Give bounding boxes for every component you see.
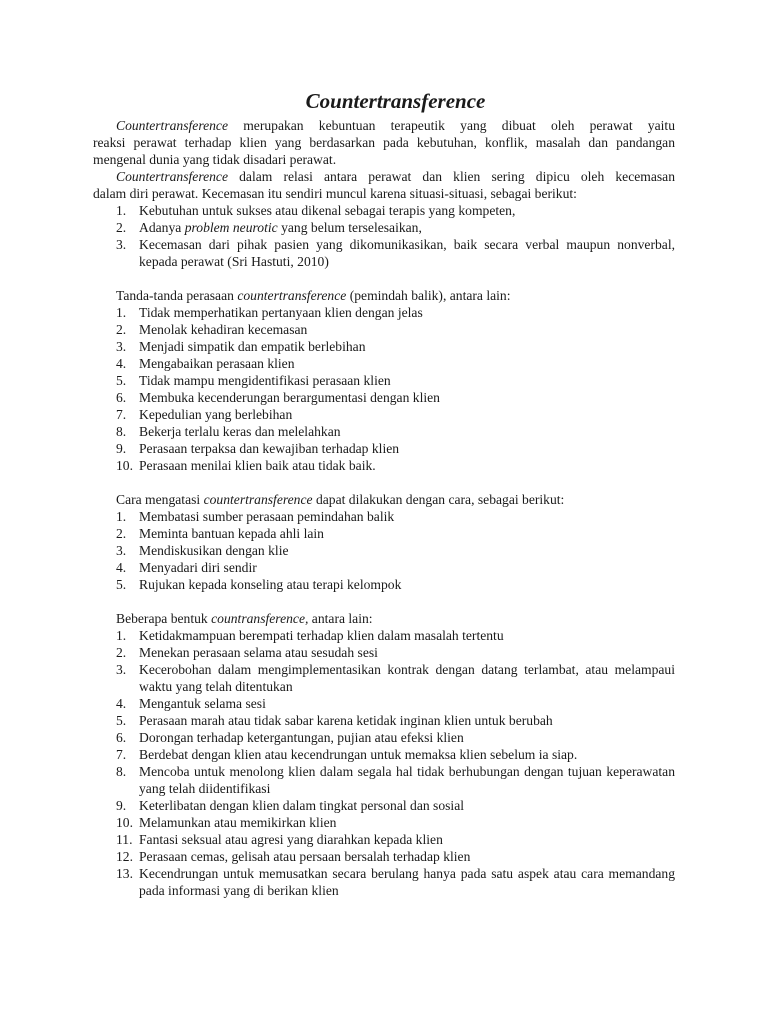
list-item-number: 1. <box>116 203 127 218</box>
list-item-number: 2. <box>116 645 127 660</box>
list-item-text: Perasaan marah atau tidak sabar karena ketidak inginan klien untuk berubah <box>139 713 553 728</box>
coping-list <box>116 508 675 593</box>
list-item-number: 2. <box>116 322 127 337</box>
list-item <box>116 219 675 236</box>
list-item-text: Menekan perasaan selama atau sesudah sesi <box>139 645 378 660</box>
list-item <box>116 423 675 440</box>
list-item <box>116 644 675 661</box>
paragraph-intro-1-continued: reaksi perawat terhadap klien yang berdasarkan pada kebutuhan, konflik, masalah dan pandangan mengenal dunia yang tidak disadari perawat. <box>93 135 675 167</box>
list-item-number: 11. <box>116 832 133 847</box>
heading-text: Cara mengatasi <box>116 492 204 507</box>
list-item-text: Kepedulian yang berlebihan <box>139 407 293 422</box>
list-item-number: 1. <box>116 305 127 320</box>
list-item-text: Membuka kecenderungan berargumentasi dengan klien <box>139 390 440 405</box>
situations-list <box>116 202 675 270</box>
list-item-text: Perasaan terpaksa dan kewajiban terhadap klien <box>139 441 400 456</box>
list-item <box>116 661 675 695</box>
list-item <box>116 797 675 814</box>
list-item <box>116 729 675 746</box>
list-item-number: 7. <box>116 407 127 422</box>
list-item-text: Ketidakmampuan berempati terhadap klien dalam masalah tertentu <box>139 628 504 643</box>
list-item-text: Perasaan menilai klien baik atau tidak baik. <box>139 458 376 473</box>
paragraph-intro-2-first-line: dalam relasi antara perawat dan klien sering dipicu oleh kecemasan <box>228 169 675 184</box>
list-item <box>116 763 675 797</box>
list-item <box>116 372 675 389</box>
list-item-number: 12. <box>116 849 133 864</box>
list-item <box>116 542 675 559</box>
section-heading-coping <box>116 491 675 508</box>
list-item <box>116 865 675 899</box>
list-item-number: 5. <box>116 713 127 728</box>
list-item-number: 4. <box>116 356 127 371</box>
list-item-text: Mengabaikan perasaan klien <box>139 356 295 371</box>
heading-term: countransference, <box>211 611 309 626</box>
list-item-number: 10. <box>116 815 133 830</box>
list-item-number: 3. <box>116 237 127 252</box>
list-item <box>116 202 675 219</box>
section-heading-forms <box>116 610 675 627</box>
list-item <box>116 814 675 831</box>
forms-list <box>116 627 675 899</box>
heading-text-rest: antara lain: <box>308 611 373 626</box>
list-item <box>116 848 675 865</box>
list-item-text: Fantasi seksual atau agresi yang diarahkan kepada klien <box>139 832 443 847</box>
list-item-number: 7. <box>116 747 127 762</box>
heading-text: Tanda-tanda perasaan <box>116 288 238 303</box>
list-item-text: Tidak mampu mengidentifikasi perasaan klien <box>139 373 391 388</box>
list-item-text: Membatasi sumber perasaan pemindahan balik <box>139 509 395 524</box>
paragraph-intro-2-term: Countertransference <box>116 169 229 184</box>
list-item-text: Mencoba untuk menolong klien dalam segala hal tidak berhubungan dengan tujuan keperawatan yang telah diidentifikasi <box>139 764 675 796</box>
list-item-text: Meminta bantuan kepada ahli lain <box>139 526 324 541</box>
list-item-text: Perasaan cemas, gelisah atau persaan bersalah terhadap klien <box>139 849 471 864</box>
list-item <box>116 576 675 593</box>
list-item <box>116 236 675 270</box>
list-item <box>116 559 675 576</box>
list-item <box>116 389 675 406</box>
list-item-text: Kecerobohan dalam mengimplementasikan kontrak dengan datang terlambat, atau melampaui waktu yang telah ditentukan <box>139 662 675 694</box>
list-item-number: 2. <box>116 220 127 235</box>
list-item <box>116 321 675 338</box>
list-item <box>116 304 675 321</box>
list-item-text: Melamunkan atau memikirkan klien <box>139 815 337 830</box>
list-item-number: 3. <box>116 339 127 354</box>
signs-list <box>116 304 675 474</box>
list-item-number: 5. <box>116 577 127 592</box>
list-item <box>116 338 675 355</box>
list-item <box>116 627 675 644</box>
list-item-text: Berdebat dengan klien atau kecendrungan untuk memaksa klien sebelum ia siap. <box>139 747 578 762</box>
heading-term: countertransference <box>237 288 347 303</box>
list-item-text: Tidak memperhatikan pertanyaan klien dengan jelas <box>139 305 423 320</box>
list-item-number: 9. <box>116 798 127 813</box>
list-item-text: Bekerja terlalu keras dan melelahkan <box>139 424 341 439</box>
heading-text-rest: (pemindah balik), antara lain: <box>346 288 511 303</box>
list-item-number: 9. <box>116 441 127 456</box>
list-item-number: 5. <box>116 373 127 388</box>
list-item <box>116 355 675 372</box>
list-item-text: Dorongan terhadap ketergantungan, pujian atau efeksi klien <box>139 730 464 745</box>
heading-term: countertransference <box>203 492 313 507</box>
list-item <box>116 712 675 729</box>
list-item-text: Kebutuhan untuk sukses atau dikenal sebagai terapis yang kompeten, <box>139 203 516 218</box>
list-item <box>116 695 675 712</box>
document-page <box>93 88 675 899</box>
list-item-number: 4. <box>116 696 127 711</box>
paragraph-intro-1 <box>116 117 675 134</box>
list-item-text: Menjadi simpatik dan empatik berlebihan <box>139 339 366 354</box>
list-item <box>116 525 675 542</box>
list-item-number: 1. <box>116 628 127 643</box>
list-item-number: 6. <box>116 730 127 745</box>
list-item <box>116 831 675 848</box>
list-item <box>116 746 675 763</box>
list-item <box>116 406 675 423</box>
list-item <box>116 457 675 474</box>
paragraph-intro-1-term: Countertransference <box>116 118 229 133</box>
list-item-number: 1. <box>116 509 127 524</box>
paragraph-intro-2 <box>116 168 675 185</box>
list-item-text: Adanya <box>139 220 185 235</box>
heading-text-rest: dapat dilakukan dengan cara, sebagai berikut: <box>312 492 565 507</box>
list-item <box>116 440 675 457</box>
list-item-text: Kecemasan dari pihak pasien yang dikomunikasikan, baik secara verbal maupun nonverbal, kepada perawat (Sri Hastuti, 2010) <box>139 237 675 269</box>
list-item-number: 2. <box>116 526 127 541</box>
list-item-number: 4. <box>116 560 127 575</box>
list-item-number: 6. <box>116 390 127 405</box>
list-item-term: problem neurotic <box>184 220 278 235</box>
list-item-text: Mendiskusikan dengan klie <box>139 543 289 558</box>
document-title: Countertransference <box>305 89 486 113</box>
list-item-text: Kecendrungan untuk memusatkan secara berulang hanya pada satu aspek atau cara memandang pada informasi yang di berikan klien <box>139 866 675 898</box>
list-item <box>116 508 675 525</box>
list-item-number: 3. <box>116 662 127 677</box>
list-item-number: 8. <box>116 424 127 439</box>
list-item-text: Mengantuk selama sesi <box>139 696 266 711</box>
list-item-number: 10. <box>116 458 133 473</box>
list-item-number: 13. <box>116 866 133 881</box>
section-heading-signs <box>116 287 675 304</box>
paragraph-intro-1-first-line: merupakan kebuntuan terapeutik yang dibuat oleh perawat yaitu <box>228 118 675 133</box>
list-item-text: Menyadari diri sendir <box>139 560 257 575</box>
list-item-text: Keterlibatan dengan klien dalam tingkat personal dan sosial <box>139 798 465 813</box>
list-item-text: Rujukan kepada konseling atau terapi kelompok <box>139 577 402 592</box>
list-item-number: 8. <box>116 764 127 779</box>
heading-text: Beberapa bentuk <box>116 611 212 626</box>
list-item-text-rest: yang belum terselesaikan, <box>277 220 422 235</box>
paragraph-intro-2-continued: dalam diri perawat. Kecemasan itu sendiri muncul karena situasi-situasi, sebagai berikut: <box>93 186 577 201</box>
list-item-number: 3. <box>116 543 127 558</box>
list-item-text: Menolak kehadiran kecemasan <box>139 322 308 337</box>
